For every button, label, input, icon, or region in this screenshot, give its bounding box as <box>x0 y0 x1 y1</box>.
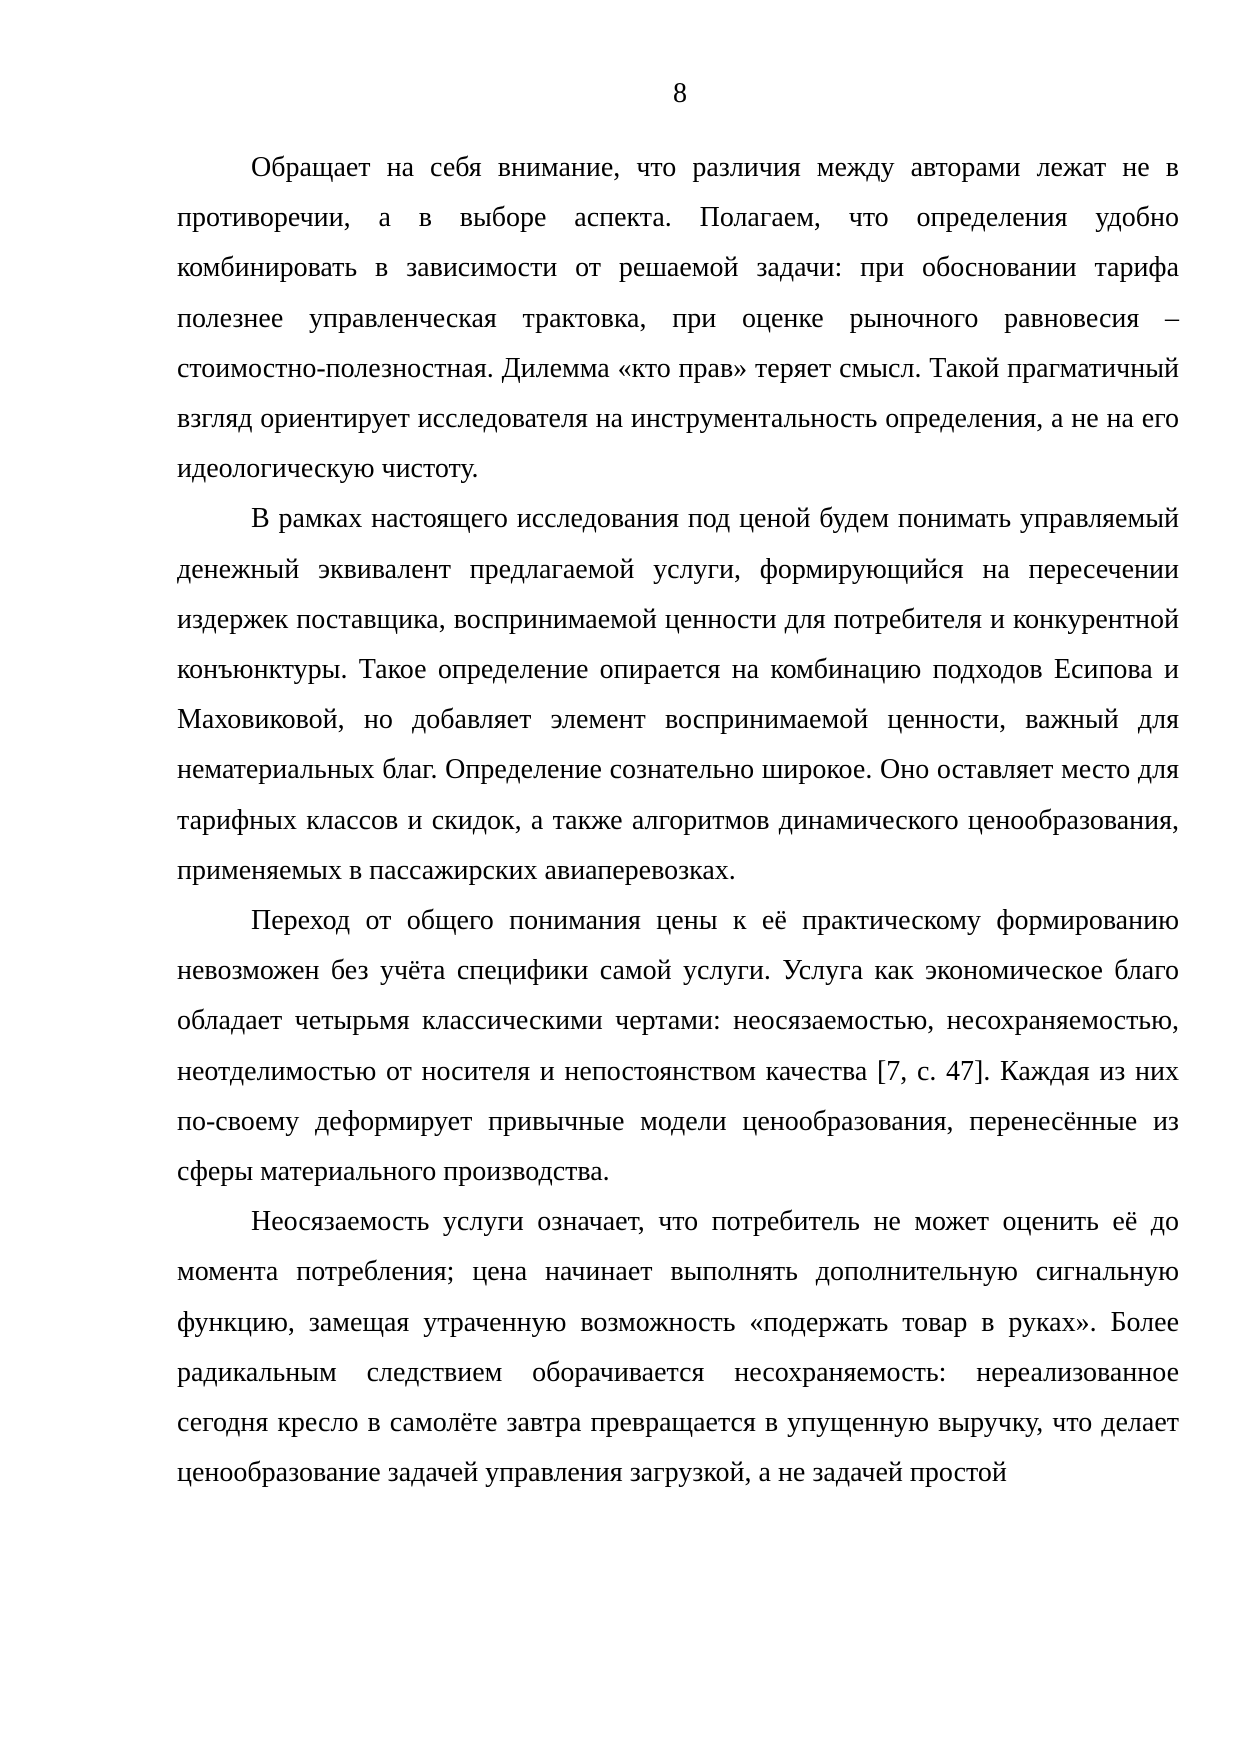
page-number: 8 <box>673 78 687 109</box>
paragraph: Обращает на себя внимание, что различия между авторами лежат не в противоречии, а в выборе аспекта. Полагаем, что определения удобно комбинировать в зависимости от решаемой задачи: при обосновании тарифа полезнее управленческая трактовка, при оценке рыночного равновесия – стоимостно-полезностная. Дилемма «кто прав» теряет смысл. Такой прагматичный взгляд ориентирует исследователя на инструментальность определения, а не на его идеологическую чистоту. <box>177 152 1179 485</box>
paragraph: В рамках настоящего исследования под ценой будем понимать управляемый денежный эквивалент предлагаемой услуги, формирующийся на пересечении издержек поставщика, воспринимаемой ценности для потребителя и конкурентной конъюнктуры. Такое определение опирается на комбинацию подходов Есипова и Маховиковой, но добавляет элемент воспринимаемой ценности, важный для нематериальных благ. Определение сознательно широкое. Оно оставляет место для тарифных классов и скидок, а также алгоритмов динамического ценообразования, применяемых в пассажирских авиаперевозках. <box>177 503 1179 886</box>
paragraph: Неосязаемость услуги означает, что потребитель не может оценить её до момента потребления; цена начинает выполнять дополнительную сигнальную функцию, замещая утраченную возможность «подержать товар в руках». Более радикальным следствием оборачивается несохраняемость: нереализованное сегодня кресло в самолёте завтра превращается в упущенную выручку, что делает ценообразование задачей управления загрузкой, а не задачей простой <box>177 1206 1179 1489</box>
paragraph: Переход от общего понимания цены к её практическому формированию невозможен без учёта специфики самой услуги. Услуга как экономическое благо обладает четырьмя классическими чертами: неосязаемостью, несохраняемостью, неотделимостью от носителя и непостоянством качества [7, с. 47]. Каждая из них по-своему деформирует привычные модели ценообразования, перенесённые из сферы материального производства. <box>177 905 1179 1188</box>
body-text <box>177 143 1179 1498</box>
